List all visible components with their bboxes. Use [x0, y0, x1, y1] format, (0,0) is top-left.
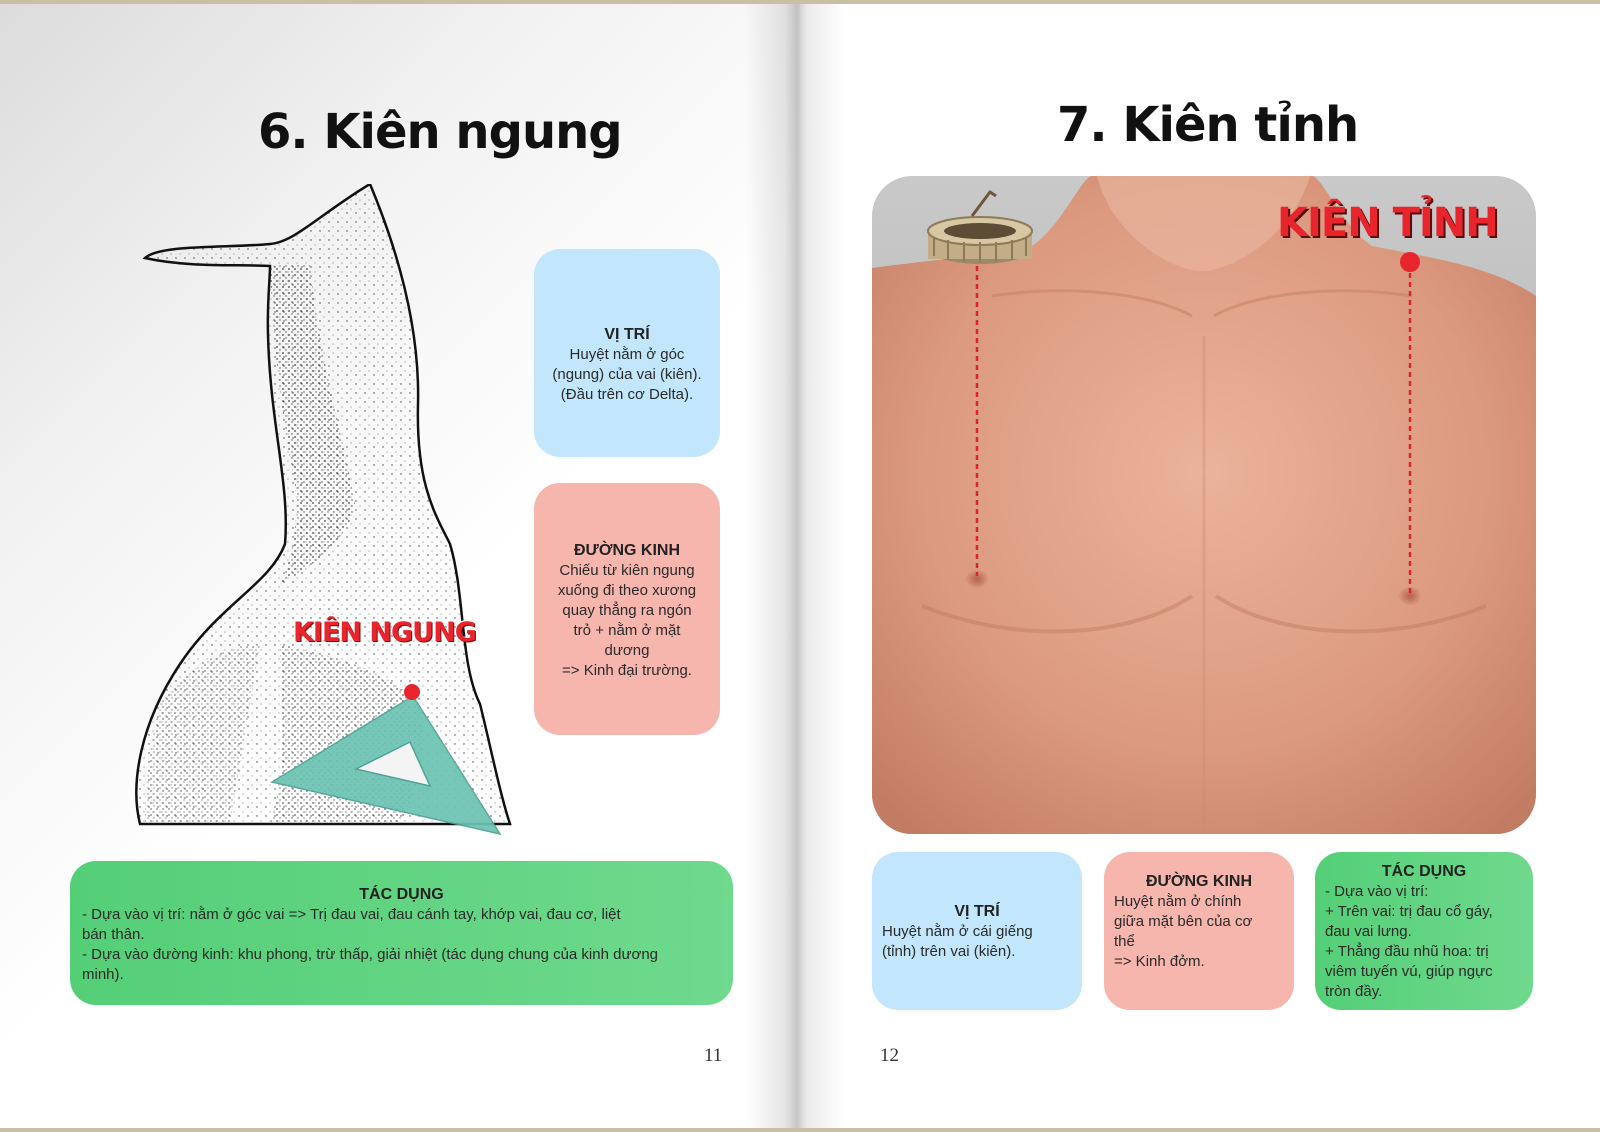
duong-kinh-text: Huyệt nằm ở chính giữa mặt bên của cơ thể => Kinh đởm.: [1114, 893, 1253, 970]
acupoint-dot-icon: [1400, 252, 1420, 272]
duong-kinh-box-left: [534, 483, 720, 735]
acupoint-label-kien-tinh: KIÊN TỈNH: [1277, 200, 1498, 246]
tac-dung-box-left: [70, 861, 733, 1005]
acupoint-label-kien-ngung: KIÊN NGUNG: [293, 617, 476, 648]
tac-dung-heading: TÁC DỤNG: [359, 886, 444, 903]
vi-tri-text: Huyệt nằm ở cái giếng (tỉnh) trên vai (kiên).: [882, 923, 1033, 960]
vi-tri-box-left: [534, 249, 720, 457]
duong-kinh-text: Chiếu từ kiên ngung xuống đi theo xương quay thẳng ra ngón trỏ + nằm ở mặt dương => Kinh đại trường.: [557, 562, 697, 679]
duong-kinh-heading: ĐƯỜNG KINH: [573, 542, 681, 559]
vi-tri-text: Huyệt nằm ở góc (ngung) của vai (kiên). (Đầu trên cơ Delta).: [552, 346, 702, 403]
acupoint-dot-icon: [404, 684, 420, 700]
duong-kinh-box-right: [1104, 852, 1294, 1010]
vi-tri-heading: VỊ TRÍ: [954, 903, 1000, 920]
vi-tri-box-right: [872, 852, 1082, 1010]
vi-tri-heading: VỊ TRÍ: [604, 326, 650, 343]
arm-illustration: [120, 184, 540, 854]
tac-dung-text: - Dựa vào vị trí: nằm ở góc vai => Trị đau vai, đau cánh tay, khớp vai, đau cơ, liệt bán thân. - Dựa vào đường kinh: khu phong, trừ thấp, giải nhiệt (tác dụng chung của kinh dương minh).: [82, 906, 659, 983]
page-title-right: 7. Kiên tỉnh: [1057, 97, 1359, 153]
left-page: [0, 4, 800, 1128]
duong-kinh-heading: ĐƯỜNG KINH: [1145, 873, 1253, 890]
page-number-right: 12: [880, 1045, 899, 1066]
book-spread: [0, 4, 1600, 1128]
tac-dung-text: - Dựa vào vị trí: + Trên vai: trị đau cổ gáy, đau vai lưng. + Thẳng đầu nhũ hoa: trị viêm tuyến vú, giúp ngực tròn đầy.: [1325, 883, 1493, 1000]
chest-photo: [872, 176, 1536, 834]
page-number-left: 11: [704, 1045, 723, 1066]
tac-dung-heading: TÁC DỤNG: [1381, 863, 1467, 880]
tac-dung-box-right: [1315, 852, 1533, 1010]
page-title-left: 6. Kiên ngung: [258, 104, 622, 160]
